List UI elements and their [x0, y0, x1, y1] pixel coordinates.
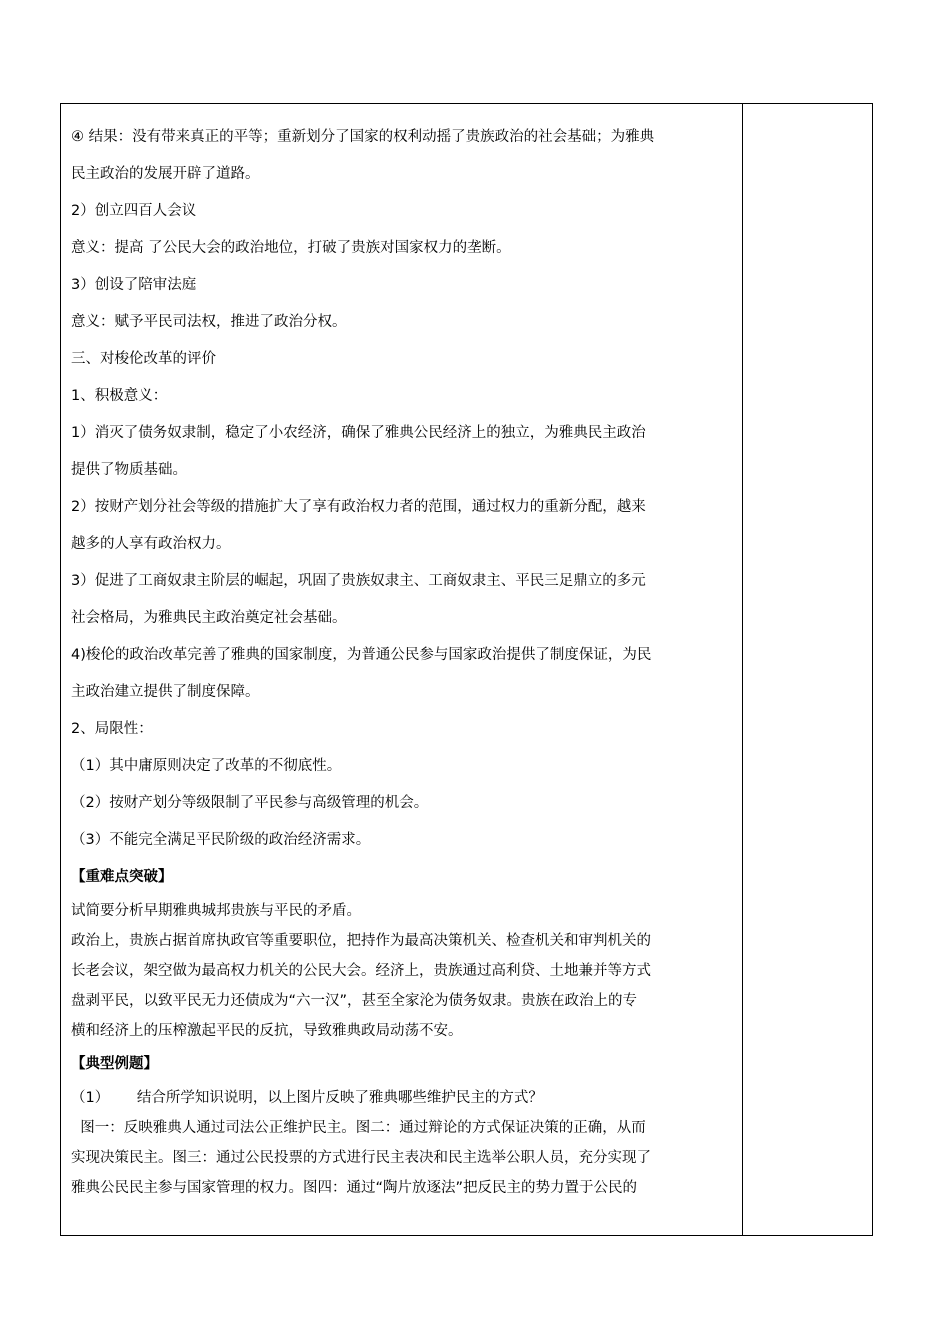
result-line-1: ④ 结果：没有带来真正的平等；重新划分了国家的权利动摇了贵族政治的社会基础；为雅典	[71, 129, 655, 145]
positive-1-line-2: 提供了物质基础。	[71, 462, 187, 478]
positive-4-line-1: 4)梭伦的政治改革完善了雅典的国家制度，为普通公民参与国家政治提供了制度保证，为民	[71, 647, 652, 663]
key-answer-line-1: 政治上，贵族占据首席执政官等重要职位，把持作为最高决策机关、检查机关和审判机关的	[71, 933, 651, 949]
heading-evaluation: 三、对梭伦改革的评价	[71, 351, 216, 367]
positive-2-line-1: 2）按财产划分社会等级的措施扩大了享有政治权力者的范围，通过权力的重新分配，越来	[71, 499, 646, 515]
key-answer-line-3: 盘剥平民，以致平民无力还债成为“六一汉”，甚至全家沦为债务奴隶。贵族在政治上的专	[71, 993, 638, 1009]
positive-3-line-2: 社会格局，为雅典民主政治奠定社会基础。	[71, 610, 347, 626]
heading-limitations: 2、局限性：	[71, 721, 153, 737]
result-line-2: 民主政治的发展开辟了道路。	[71, 166, 260, 182]
table-bottom-border	[60, 1235, 873, 1236]
example-answer-line-2: 实现决策民主。图三：通过公民投票的方式进行民主表决和民主选举公职人员，充分实现了	[71, 1150, 651, 1166]
section-heading-key-points: 【重难点突破】	[71, 869, 173, 885]
item-jury-court: 3）创设了陪审法庭	[71, 277, 197, 293]
content-table	[60, 103, 873, 1236]
heading-positive: 1、积极意义：	[71, 388, 168, 404]
positive-1-line-1: 1）消灭了债务奴隶制，稳定了小农经济，确保了雅典公民经济上的独立，为雅典民主政治	[71, 425, 646, 441]
limitation-2: （2）按财产划分等级限制了平民参与高级管理的机会。	[71, 795, 429, 811]
lesson-content	[71, 119, 731, 1203]
significance-council: 意义：提高 了公民大会的政治地位，打破了贵族对国家权力的垄断。	[71, 240, 511, 256]
limitation-3: （3）不能完全满足平民阶级的政治经济需求。	[71, 832, 371, 848]
item-four-hundred-council: 2）创立四百人会议	[71, 203, 197, 219]
example-question: （1） 结合所学知识说明，以上图片反映了雅典哪些维护民主的方式？	[71, 1090, 543, 1106]
positive-2-line-2: 越多的人享有政治权力。	[71, 536, 231, 552]
section-heading-examples: 【典型例题】	[71, 1056, 158, 1072]
key-answer-line-2: 长老会议，架空做为最高权力机关的公民大会。经济上，贵族通过高利贷、土地兼并等方式	[71, 963, 651, 979]
key-question: 试简要分析早期雅典城邦贵族与平民的矛盾。	[71, 903, 361, 919]
key-answer-line-4: 横和经济上的压榨激起平民的反抗，导致雅典政局动荡不安。	[71, 1023, 463, 1039]
significance-jury: 意义：赋予平民司法权，推进了政治分权。	[71, 314, 347, 330]
example-answer-line-1: 图一：反映雅典人通过司法公正维护民主。图二：通过辩论的方式保证决策的正确，从而	[71, 1120, 646, 1136]
example-answer-line-3: 雅典公民民主参与国家管理的权力。图四：通过“陶片放逐法”把反民主的势力置于公民的	[71, 1180, 638, 1196]
column-divider	[742, 104, 743, 1236]
limitation-1: （1）其中庸原则决定了改革的不彻底性。	[71, 758, 342, 774]
positive-4-line-2: 主政治建立提供了制度保障。	[71, 684, 260, 700]
positive-3-line-1: 3）促进了工商奴隶主阶层的崛起，巩固了贵族奴隶主、工商奴隶主、平民三足鼎立的多元	[71, 573, 646, 589]
